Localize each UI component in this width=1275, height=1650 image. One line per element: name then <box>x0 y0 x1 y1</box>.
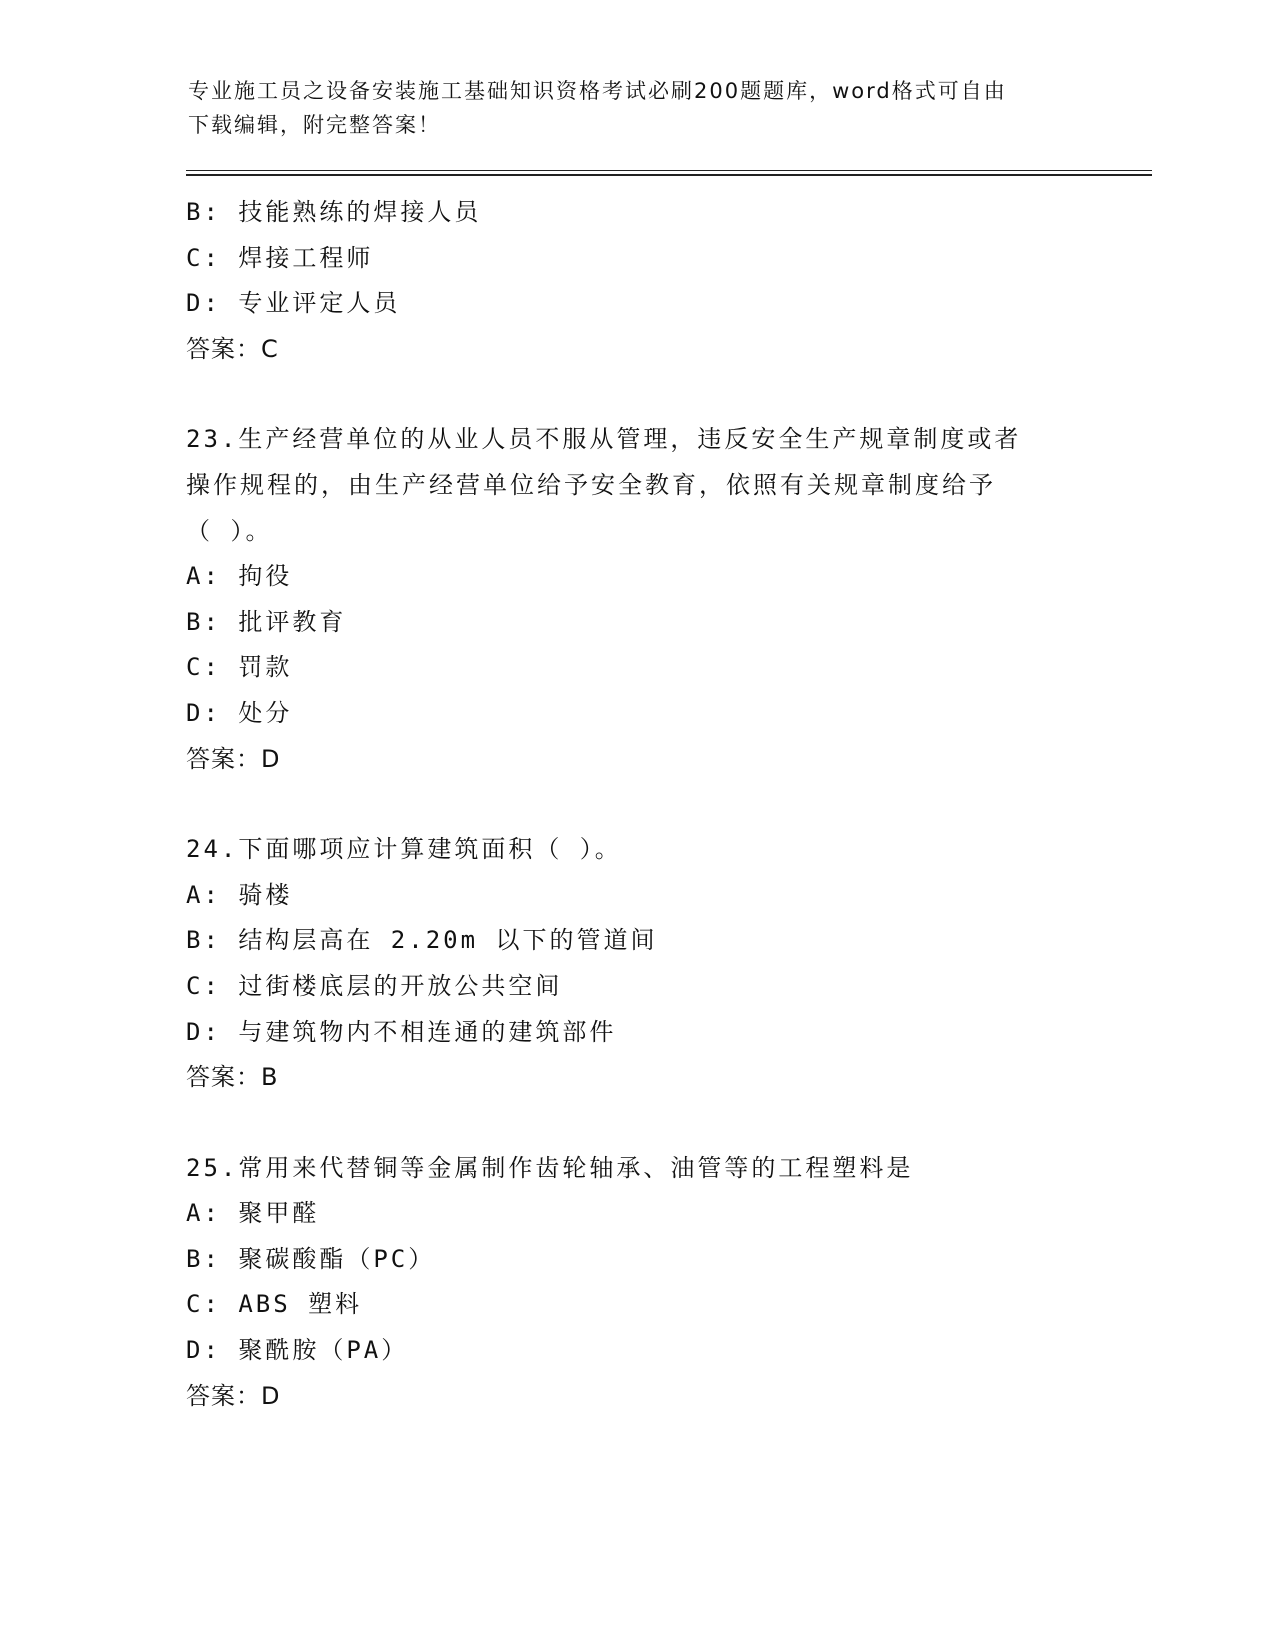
spacer <box>186 1101 1126 1146</box>
question-stem: 操作规程的，由生产经营单位给予安全教育，依照有关规章制度给予 <box>186 470 996 499</box>
answer: 答案：D <box>186 744 281 773</box>
option-c: C: 罚款 <box>186 653 293 682</box>
document-header <box>188 74 1088 142</box>
answer: 答案：B <box>186 1063 279 1092</box>
question-list <box>186 190 1126 1419</box>
option-a: A: 骑楼 <box>186 880 293 909</box>
question-25 <box>186 1146 1126 1420</box>
spacer <box>186 782 1126 827</box>
header-rule-thick <box>186 174 1152 176</box>
option-d: D: 聚酰胺（PA） <box>186 1336 409 1365</box>
question-stem: （ ）。 <box>186 516 273 545</box>
question-22-continued <box>186 190 1126 372</box>
option-c: C: 焊接工程师 <box>186 243 374 272</box>
option-b: B: 技能熟练的焊接人员 <box>186 198 482 226</box>
answer: 答案：C <box>186 334 279 363</box>
question-stem: 24.下面哪项应计算建筑面积（ ）。 <box>186 835 622 864</box>
question-24 <box>186 827 1126 1101</box>
header-rule-thin <box>186 170 1152 171</box>
option-d: D: 专业评定人员 <box>186 289 401 318</box>
option-d: D: 与建筑物内不相连通的建筑部件 <box>186 1017 617 1046</box>
option-b: B: 批评教育 <box>186 607 347 636</box>
answer: 答案：D <box>186 1381 281 1410</box>
option-c: C: 过街楼底层的开放公共空间 <box>186 971 563 1000</box>
option-d: D: 处分 <box>186 698 293 727</box>
spacer <box>186 372 1126 417</box>
header-line-1: 专业施工员之设备安装施工基础知识资格考试必刷200题题库，word格式可自由 <box>188 79 1007 103</box>
option-c: C: ABS 塑料 <box>186 1290 363 1319</box>
question-23 <box>186 417 1126 782</box>
question-stem: 25.常用来代替铜等金属制作齿轮轴承、油管等的工程塑料是 <box>186 1153 914 1182</box>
option-b: B: 聚碳酸酯（PC） <box>186 1244 436 1273</box>
header-line-2: 下载编辑，附完整答案！ <box>188 113 441 137</box>
question-stem: 23.生产经营单位的从业人员不服从管理，违反安全生产规章制度或者 <box>186 425 1022 454</box>
option-b: B: 结构层高在 2.20m 以下的管道间 <box>186 926 658 955</box>
option-a: A: 聚甲醛 <box>186 1199 320 1228</box>
option-a: A: 拘役 <box>186 562 293 591</box>
